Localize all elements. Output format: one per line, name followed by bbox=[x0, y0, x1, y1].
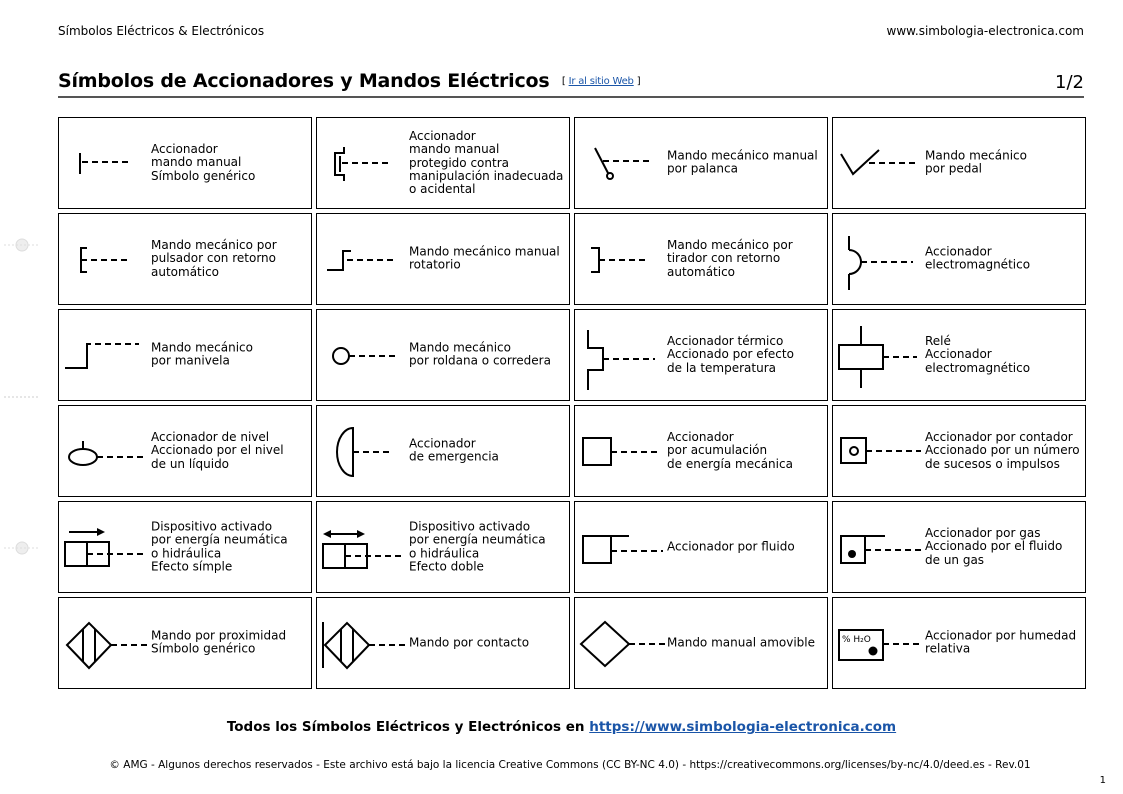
gas-icon bbox=[833, 502, 925, 594]
registration-mark-icon bbox=[2, 387, 38, 407]
symbol-label: Accionador por contador Accionado por un número de sucesos o impulsos bbox=[925, 430, 1080, 471]
page-title bbox=[58, 70, 640, 92]
symbol-label: Mando por proximidad Símbolo genérico bbox=[151, 628, 287, 656]
manual-actuator-protected-icon bbox=[317, 118, 409, 210]
symbol-cell-removable-manual bbox=[574, 597, 828, 689]
manual-actuator-generic-icon bbox=[59, 118, 151, 210]
symbol-label: Mando mecánico por pulsador con retorno automático bbox=[151, 238, 277, 279]
symbol-cell-pull-return bbox=[574, 213, 828, 305]
contact-icon bbox=[317, 598, 409, 690]
symbol-label: Accionador mando manual Símbolo genérico bbox=[151, 142, 256, 183]
bracket-open: [ bbox=[561, 76, 566, 87]
symbol-cell-emergency bbox=[316, 405, 570, 497]
crank-icon bbox=[59, 310, 151, 402]
symbol-cell-humidity bbox=[832, 597, 1086, 689]
electromagnetic-icon bbox=[833, 214, 925, 306]
symbol-cell-manual-actuator-protected bbox=[316, 117, 570, 209]
footer-site-link[interactable]: https://www.simbologia-electronica.com bbox=[589, 719, 897, 735]
symbol-label: Mando mecánico manual por palanca bbox=[667, 148, 818, 176]
symbol-grid bbox=[58, 117, 1085, 689]
symbol-label: Mando mecánico por tirador con retorno automático bbox=[667, 238, 793, 279]
symbol-cell-stored-energy bbox=[574, 405, 828, 497]
footer-main-text: Todos los Símbolos Eléctricos y Electrónicos en bbox=[226, 719, 585, 735]
symbol-cell-pneumatic-double bbox=[316, 501, 570, 593]
symbol-cell-push-button-return bbox=[58, 213, 312, 305]
symbol-label: Accionador por gas Accionado por el fluido de un gas bbox=[925, 526, 1063, 567]
page-number: 1/2 bbox=[1055, 72, 1084, 93]
symbol-cell-level bbox=[58, 405, 312, 497]
registration-mark-icon bbox=[2, 538, 38, 558]
symbol-cell-relay bbox=[832, 309, 1086, 401]
symbol-cell-lever bbox=[574, 117, 828, 209]
symbol-label: Accionador térmico Accionado por efecto de la temperatura bbox=[667, 334, 794, 375]
symbol-label: Accionador mando manual protegido contra manipulación inadecuada o acidental bbox=[409, 128, 564, 196]
symbol-label: Mando mecánico manual rotatorio bbox=[409, 244, 560, 272]
symbol-cell-electromagnetic bbox=[832, 213, 1086, 305]
push-button-return-icon bbox=[59, 214, 151, 306]
symbol-cell-counter bbox=[832, 405, 1086, 497]
symbol-cell-thermal bbox=[574, 309, 828, 401]
relay-icon bbox=[833, 310, 925, 402]
level-icon bbox=[59, 406, 151, 498]
registration-mark-icon bbox=[2, 235, 38, 255]
symbol-cell-contact bbox=[316, 597, 570, 689]
footer-main bbox=[0, 719, 1123, 735]
symbol-label: Accionador por humedad relativa bbox=[925, 628, 1077, 656]
symbol-cell-proximity bbox=[58, 597, 312, 689]
pedal-icon bbox=[833, 118, 925, 210]
symbol-cell-manual-actuator-generic bbox=[58, 117, 312, 209]
emergency-icon bbox=[317, 406, 409, 498]
symbol-label: Mando mecánico por manivela bbox=[151, 340, 253, 368]
symbol-cell-rotary bbox=[316, 213, 570, 305]
pneumatic-single-icon bbox=[59, 502, 151, 594]
symbol-label: Accionador por fluido bbox=[667, 539, 795, 554]
symbol-cell-pedal bbox=[832, 117, 1086, 209]
pull-return-icon bbox=[575, 214, 667, 306]
license-text: © AMG - Algunos derechos reservados - Este archivo está bajo la licencia Creative Commons (CC BY-NC 4.0) - https://creativecommons.org/licenses/by-nc/4.0/deed.es - Rev.01 bbox=[109, 759, 1031, 771]
symbol-cell-gas bbox=[832, 501, 1086, 593]
symbol-cell-pneumatic-single bbox=[58, 501, 312, 593]
title-bar bbox=[58, 68, 1084, 98]
symbol-cell-crank bbox=[58, 309, 312, 401]
fluid-icon bbox=[575, 502, 667, 594]
humidity-icon bbox=[833, 598, 925, 690]
go-to-website-link[interactable]: Ir al sitio Web bbox=[568, 76, 634, 87]
symbol-label: Mando manual amovible bbox=[667, 635, 815, 650]
humidity-symbol-text: % H₂O bbox=[842, 635, 871, 645]
symbol-label: Mando mecánico por roldana o corredera bbox=[409, 340, 551, 368]
symbol-label: Accionador de emergencia bbox=[409, 436, 499, 464]
symbol-cell-roller bbox=[316, 309, 570, 401]
stored-energy-icon bbox=[575, 406, 667, 498]
symbol-label: Dispositivo activado por energía neumática o hidráulica Efecto símple bbox=[151, 519, 288, 574]
bracket-close: ] bbox=[636, 76, 641, 87]
lever-icon bbox=[575, 118, 667, 210]
symbol-label: Mando mecánico por pedal bbox=[925, 148, 1027, 176]
rotary-icon bbox=[317, 214, 409, 306]
pneumatic-double-icon bbox=[317, 502, 409, 594]
symbol-cell-fluid bbox=[574, 501, 828, 593]
sheet-number: 1 bbox=[1099, 775, 1106, 786]
symbol-label: Accionador electromagnético bbox=[925, 244, 1031, 272]
symbol-label: Relé Accionador electromagnético bbox=[925, 334, 1031, 375]
removable-manual-icon bbox=[575, 598, 667, 690]
counter-icon bbox=[833, 406, 925, 498]
symbol-label: Mando por contacto bbox=[409, 635, 530, 650]
header-left-text: Símbolos Eléctricos & Electrónicos bbox=[58, 24, 265, 38]
proximity-icon bbox=[59, 598, 151, 690]
roller-icon bbox=[317, 310, 409, 402]
thermal-icon bbox=[575, 310, 667, 402]
symbol-label: Dispositivo activado por energía neumática o hidráulica Efecto doble bbox=[409, 519, 546, 574]
header-site-url: www.simbologia-electronica.com bbox=[886, 24, 1084, 38]
website-link-group bbox=[562, 76, 641, 87]
symbol-label: Accionador de nivel Accionado por el nivel de un líquido bbox=[151, 430, 284, 471]
page-title-text: Símbolos de Accionadores y Mandos Eléctricos bbox=[58, 70, 550, 92]
symbol-label: Accionador por acumulación de energía mecánica bbox=[667, 430, 793, 471]
